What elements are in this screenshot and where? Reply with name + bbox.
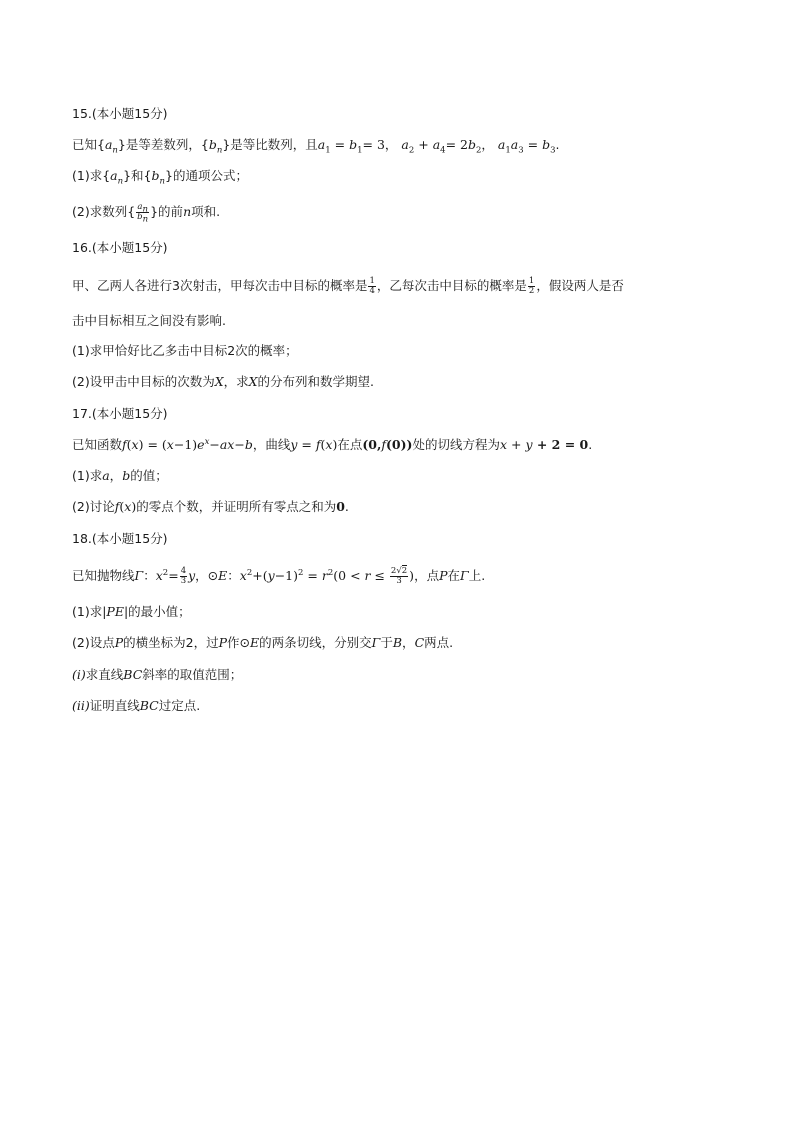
problem-18-part-2: (2)设点P的横坐标为2，过P作⊙E的两条切线，分别交Γ于B，C两点. xyxy=(72,635,454,650)
problem-15-part-1: (1)求$\{a_n\}$和$\{b_n\}$的通项公式； xyxy=(72,168,248,187)
problem-15-part-2: (2)求数列{ $\frac{a_n}{b_n}$ }的前n项和. xyxy=(72,202,221,225)
problem-17-part-2: (2)讨论f(x)的零点个数，并证明所有零点之和为0. xyxy=(72,499,349,514)
problem-17-part-1: (1)求a，b的值； xyxy=(72,468,168,483)
problem-16-stem-line-2: 击中目标相互之间没有影响. xyxy=(72,313,226,328)
problem-18-header: 18.(本小题15分) xyxy=(72,531,168,546)
problem-16-header: 16.(本小题15分) xyxy=(72,240,168,255)
problem-18-subpart-i: (i)求直线BC斜率的取值范围； xyxy=(72,667,243,682)
problem-17-stem: 已知函数$f(x) = (x-1)e^x-ax-b$，曲线y = f(x)在点(0,f(0))处的切线方程为x + y + 2 = 0. xyxy=(72,436,593,452)
problem-18-subpart-ii: (ii)证明直线BC过定点. xyxy=(72,698,201,713)
problem-15-stem: 已知$\{a_n\}$是等差数列，$\{b_n\}$是等比数列，且$a_1 = b_1= 3$， $a_2 + a_4= 2b_2$， $a_1a_3 = b_3$. xyxy=(72,137,560,156)
problem-17-header: 17.(本小题15分) xyxy=(72,406,168,421)
problem-16-stem-line-1: 甲、乙两人各进行3次射击，甲每次击中目标的概率是 $\frac{1}{4}$ ，乙每次击中目标的概率是 $\frac{1}{2}$ ，假设两人是否 xyxy=(72,276,624,296)
problem-18-part-1: (1)求|PE|的最小值； xyxy=(72,604,191,619)
problem-18-stem: 已知抛物线Γ：$x^2=$ $\frac{4}{3}$ y，⊙E：$x^2+(y-1)^2 = r^2(0 < r$ ≤ $\frac{2√2}{3}$ )，点P在Γ上. xyxy=(72,566,486,586)
problem-16-part-1: (1)求甲恰好比乙多击中目标2次的概率； xyxy=(72,343,298,358)
problem-16-part-2: (2)设甲击中目标的次数为X，求X的分布列和数学期望. xyxy=(72,374,375,389)
problem-15-header: 15.(本小题15分) xyxy=(72,106,168,121)
